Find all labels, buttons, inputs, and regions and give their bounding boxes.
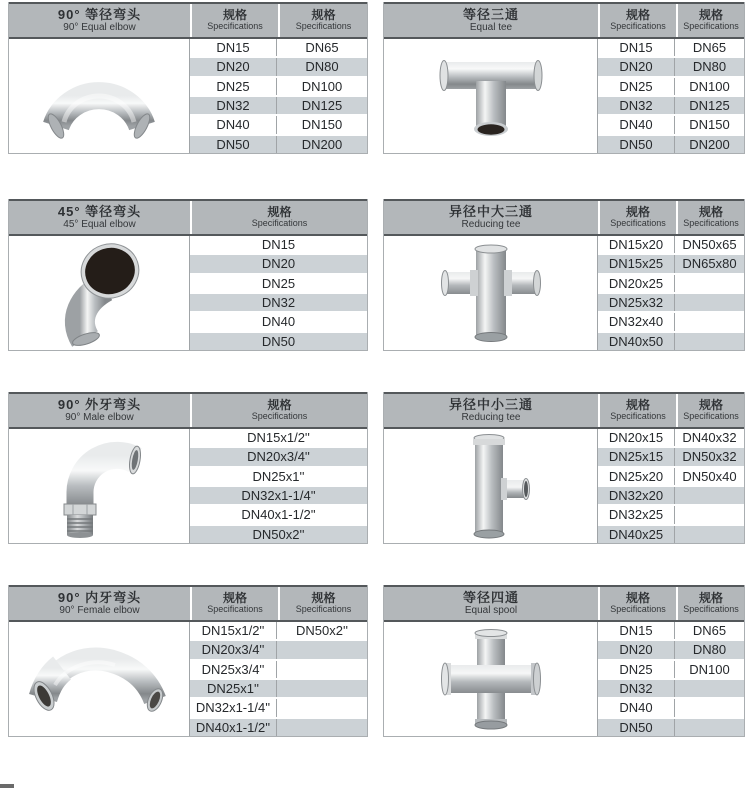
spec-cell: DN32x25: [608, 507, 664, 523]
spec-header-zh: 规格: [267, 397, 292, 412]
spec-header-en: Specifications: [610, 411, 666, 422]
spec-column-header: [678, 394, 744, 427]
spec-cell: [276, 680, 367, 697]
section-reducing-tee-mid-small: [383, 392, 745, 544]
spec-row: [190, 95, 367, 114]
spec-cell: [276, 719, 367, 736]
section-header: [384, 199, 744, 236]
spec-header-en: Specifications: [610, 21, 666, 32]
spec-column-header: [280, 587, 367, 620]
section-title: [9, 394, 190, 427]
spec-column-header: [678, 201, 744, 234]
spec-header-en: Specifications: [251, 411, 308, 422]
spec-header-en: Specifications: [295, 604, 352, 615]
spec-row: [598, 717, 744, 736]
spec-row: [190, 311, 367, 330]
spec-cell: DN32: [216, 98, 250, 114]
spec-column-header: [192, 394, 367, 427]
section-reducing-tee-mid-large: [383, 199, 745, 351]
spec-cell: DN15: [216, 40, 250, 56]
spec-cell: [674, 294, 744, 311]
spec-cell: DN15x25: [608, 256, 664, 272]
spec-cell: [674, 487, 744, 504]
spec-row: [598, 39, 744, 56]
spec-cell: DN100: [674, 661, 744, 678]
spec-header-en: Specifications: [683, 21, 739, 32]
spec-cell: DN200: [674, 136, 744, 153]
scan-artifact-mark: [0, 784, 14, 788]
female-elbow-illustration: [27, 639, 171, 719]
spec-cell: DN40: [619, 117, 653, 133]
section-title-en: Reducing tee: [461, 219, 521, 231]
spec-cell: [674, 699, 744, 716]
spec-header-zh: 规格: [625, 590, 650, 605]
spec-cell: DN25x3/4'': [201, 661, 265, 677]
spec-cell: DN65: [674, 622, 744, 639]
spec-header-zh: 规格: [311, 590, 336, 605]
spec-cell: DN32: [261, 295, 296, 311]
spec-row: [598, 429, 744, 446]
section-title-en: 45° Equal elbow: [63, 219, 136, 231]
spec-row: [190, 678, 367, 697]
section-title: [9, 4, 190, 37]
spec-cell: DN25x1'': [207, 681, 259, 697]
section-title: [9, 201, 190, 234]
section-header: [384, 2, 744, 39]
spec-row: [598, 524, 744, 543]
spec-row: [598, 292, 744, 311]
spec-column-header: [678, 587, 744, 620]
spec-row: [598, 504, 744, 523]
male-elbow-illustration: [51, 432, 147, 540]
spec-row: [190, 639, 367, 658]
reducing-tee-mid-large-photo: [384, 236, 598, 350]
spec-cell: [674, 333, 744, 350]
spec-row: [190, 253, 367, 272]
spec-cell: DN50x32: [674, 448, 744, 465]
section-title-zh: 90° 等径弯头: [57, 6, 142, 22]
spec-cell: DN20: [216, 59, 250, 75]
90-degree-equal-elbow-photo: [9, 39, 190, 153]
spec-cell: DN32: [619, 98, 653, 114]
spec-cell: DN15x20: [608, 237, 664, 253]
spec-cell: DN100: [276, 78, 367, 95]
spec-header-zh: 规格: [267, 204, 292, 219]
spec-header-en: Specifications: [295, 21, 352, 32]
equal-tee-photo: [384, 39, 598, 153]
spec-row: [598, 331, 744, 350]
spec-cell: DN20x3/4'': [201, 642, 265, 658]
spec-cell: DN40x25: [608, 526, 664, 542]
spec-cell: DN150: [674, 116, 744, 133]
spec-cell: DN20: [261, 256, 296, 272]
section-equal-spool: [383, 585, 745, 737]
reducing-tee-mid-small-photo: [384, 429, 598, 543]
section-equal-tee: [383, 2, 745, 154]
spec-cell: DN40x50: [608, 333, 664, 349]
spec-cell: DN40: [216, 117, 250, 133]
spec-cell: DN32: [619, 681, 653, 697]
spec-cell: DN125: [276, 97, 367, 114]
spec-cell: DN40x1-1/2'': [195, 719, 271, 735]
section-title-en: 90° Equal elbow: [63, 22, 136, 34]
section-title: [384, 201, 598, 234]
spec-row: [190, 622, 367, 639]
spec-cell: DN50: [619, 136, 653, 152]
spec-cell: [674, 680, 744, 697]
section-title-zh: 异径中小三通: [448, 396, 533, 412]
section-title-en: Equal spool: [464, 605, 518, 617]
section-90-equal-elbow: [8, 2, 368, 154]
section-title-zh: 45° 等径弯头: [57, 203, 142, 219]
section-header: [9, 585, 367, 622]
spec-row: [598, 114, 744, 133]
spec-cell: DN50x40: [674, 468, 744, 485]
section-title-zh: 等径四通: [462, 589, 519, 605]
90-degree-male-elbow-photo: [9, 429, 190, 543]
section-title-en: 90° Female elbow: [59, 605, 140, 617]
spec-cell: DN25x32: [608, 295, 664, 311]
spec-cell: DN65: [276, 39, 367, 56]
spec-cell: [674, 313, 744, 330]
spec-row: [190, 717, 367, 736]
spec-cell: DN200: [276, 136, 367, 153]
spec-header-en: Specifications: [610, 218, 666, 229]
45-degree-equal-elbow-photo: [9, 236, 190, 350]
section-title-en: Equal tee: [469, 22, 513, 34]
spec-cell: DN20: [619, 642, 653, 658]
spec-column-header: [678, 4, 744, 37]
spec-column-header: [280, 4, 367, 37]
spec-cell: [674, 275, 744, 292]
spec-cell: DN50: [216, 136, 250, 152]
spec-column-header: [600, 201, 676, 234]
spec-header-en: Specifications: [683, 411, 739, 422]
elbow-45-illustration: [53, 239, 145, 347]
spec-row: [190, 76, 367, 95]
spec-row: [190, 524, 367, 543]
spec-row: [190, 56, 367, 75]
spec-cell: DN80: [674, 641, 744, 658]
spec-cell: DN20x15: [608, 430, 664, 446]
section-90-male-elbow: [8, 392, 368, 544]
spec-row: [190, 485, 367, 504]
90-degree-female-elbow-photo: [9, 622, 190, 736]
spec-cell: DN25x20: [608, 468, 664, 484]
spec-row: [598, 95, 744, 114]
spec-cell: DN15x1/2'': [201, 623, 265, 639]
spec-row: [598, 253, 744, 272]
spec-row: [598, 273, 744, 292]
spec-header-zh: 规格: [222, 590, 247, 605]
spec-row: [190, 134, 367, 153]
section-title-zh: 90° 外牙弯头: [57, 396, 142, 412]
section-header: [9, 199, 367, 236]
spec-cell: DN25: [216, 78, 250, 94]
section-title-zh: 等径三通: [462, 6, 519, 22]
spec-row: [190, 659, 367, 678]
spec-row: [598, 236, 744, 253]
spec-column-header: [600, 4, 676, 37]
spec-cell: DN50x65: [674, 236, 744, 253]
spec-row: [598, 311, 744, 330]
section-title-en: Reducing tee: [461, 412, 521, 424]
spec-cell: DN150: [276, 116, 367, 133]
cross-fitting-illustration: [439, 626, 543, 732]
spec-cell: DN15x1/2'': [247, 430, 310, 446]
section-title-en: 90° Male elbow: [65, 412, 134, 424]
spec-column-header: [192, 201, 367, 234]
spec-row: [190, 273, 367, 292]
spec-row: [190, 429, 367, 446]
spec-cell: DN100: [674, 78, 744, 95]
section-header: [9, 392, 367, 429]
spec-cell: DN20x3/4'': [247, 449, 310, 465]
spec-header-en: Specifications: [683, 218, 739, 229]
spec-header-en: Specifications: [251, 218, 308, 229]
spec-cell: DN15: [619, 623, 653, 639]
section-header: [384, 585, 744, 622]
spec-header-en: Specifications: [683, 604, 739, 615]
spec-column-header: [600, 394, 676, 427]
spec-cell: DN32x1-1/4'': [195, 700, 271, 716]
spec-header-zh: 规格: [625, 397, 650, 412]
section-45-equal-elbow: [8, 199, 368, 351]
spec-row: [598, 639, 744, 658]
spec-cell: DN40: [619, 700, 653, 716]
spec-cell: DN125: [674, 97, 744, 114]
spec-row: [190, 39, 367, 56]
section-title-zh: 异径中大三通: [448, 203, 533, 219]
section-title: [384, 587, 598, 620]
spec-row: [190, 466, 367, 485]
spec-cell: DN32x40: [608, 314, 664, 330]
section-title-zh: 90° 内牙弯头: [57, 589, 142, 605]
spec-row: [598, 76, 744, 95]
spec-cell: [674, 506, 744, 523]
spec-row: [190, 697, 367, 716]
spec-column-header: [192, 4, 278, 37]
section-header: [384, 392, 744, 429]
spec-header-zh: 规格: [698, 590, 723, 605]
spec-cell: DN80: [674, 58, 744, 75]
spec-cell: DN25x1'': [252, 468, 305, 484]
spec-cell: [276, 699, 367, 716]
spec-cell: DN15: [261, 237, 296, 253]
spec-row: [598, 678, 744, 697]
spec-cell: DN50x2'': [276, 622, 367, 639]
spec-cell: DN25: [261, 275, 296, 291]
spec-row: [598, 485, 744, 504]
spec-row: [598, 56, 744, 75]
spec-cell: DN50x2'': [252, 526, 305, 542]
spec-cell: DN50: [261, 333, 296, 349]
section-title: [9, 587, 190, 620]
spec-header-zh: 规格: [698, 7, 723, 22]
spec-header-en: Specifications: [207, 21, 263, 32]
spec-column-header: [600, 587, 676, 620]
spec-cell: [674, 719, 744, 736]
spec-header-en: Specifications: [207, 604, 263, 615]
section-title: [384, 4, 598, 37]
spec-cell: DN20: [619, 59, 653, 75]
spec-cell: DN25x15: [608, 449, 664, 465]
tee-illustration: [435, 49, 547, 143]
spec-cell: DN32x20: [608, 488, 664, 504]
equal-spool-cross-photo: [384, 622, 598, 736]
spec-column-header: [192, 587, 278, 620]
spec-cell: DN65x80: [674, 255, 744, 272]
spec-row: [598, 134, 744, 153]
spec-header-zh: 规格: [698, 204, 723, 219]
section-header: [9, 2, 367, 39]
spec-cell: [276, 641, 367, 658]
spec-cell: DN40x1-1/2'': [241, 507, 316, 523]
spec-row: [598, 446, 744, 465]
section-90-female-elbow: [8, 585, 368, 737]
spec-header-zh: 规格: [625, 204, 650, 219]
spec-row: [598, 659, 744, 678]
spec-cell: DN80: [276, 58, 367, 75]
spec-cell: DN50: [619, 719, 653, 735]
spec-row: [190, 236, 367, 253]
section-title: [384, 394, 598, 427]
spec-cell: DN40: [261, 314, 296, 330]
spec-row: [598, 466, 744, 485]
spec-row: [190, 114, 367, 133]
spec-cell: DN40x32: [674, 429, 744, 446]
spec-header-zh: 规格: [222, 7, 247, 22]
spec-cell: DN25: [619, 661, 653, 677]
spec-cell: DN20x25: [608, 275, 664, 291]
spec-row: [190, 504, 367, 523]
spec-row: [190, 446, 367, 465]
spec-row: [598, 622, 744, 639]
spec-row: [190, 292, 367, 311]
spec-cell: DN25: [619, 78, 653, 94]
reducing-tee-illustration: [435, 242, 547, 344]
spec-header-zh: 规格: [698, 397, 723, 412]
spec-header-zh: 规格: [311, 7, 336, 22]
spec-cell: DN65: [674, 39, 744, 56]
spec-row: [190, 331, 367, 350]
spec-header-zh: 规格: [625, 7, 650, 22]
spec-cell: DN32x1-1/4'': [241, 488, 316, 504]
elbow-90-illustration: [38, 52, 160, 140]
spec-cell: [674, 526, 744, 543]
spec-cell: [276, 661, 367, 678]
spec-header-en: Specifications: [610, 604, 666, 615]
reducing-tee-small-illustration: [441, 432, 541, 540]
spec-cell: DN15: [619, 40, 653, 56]
spec-row: [598, 697, 744, 716]
